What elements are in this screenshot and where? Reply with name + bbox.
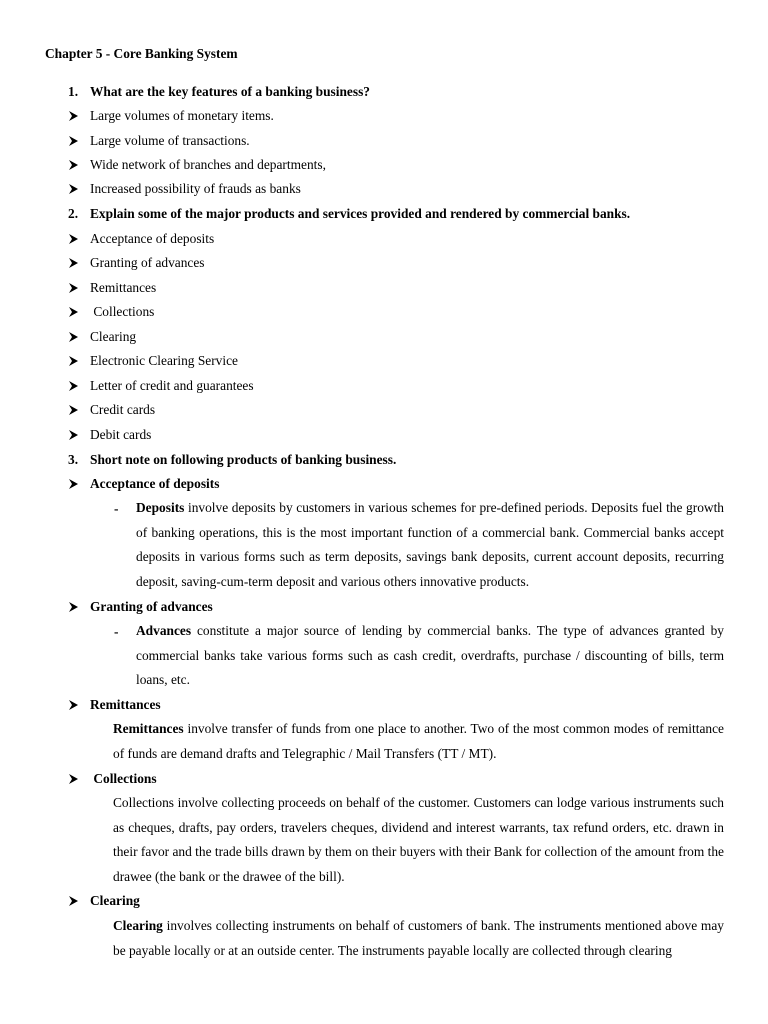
list-item-text: Wide network of branches and departments, xyxy=(90,157,326,172)
paragraph-advances xyxy=(136,619,724,693)
list-item-text: Credit cards xyxy=(90,402,156,417)
question-1 xyxy=(68,82,748,102)
paragraph-body: constitute a major source of lending by commercial banks. The type of advances granted by commercial banks take various forms such as cash credit, overdrafts, purchase / discounting of bills, term loans, etc. xyxy=(136,623,724,688)
section-heading-text: Acceptance of deposits xyxy=(90,476,220,491)
arrowhead-bullet-icon xyxy=(68,351,80,371)
arrowhead-bullet-icon xyxy=(68,597,80,617)
list-item-text: Acceptance of deposits xyxy=(90,231,215,246)
list-item-text: Granting of advances xyxy=(90,255,205,270)
arrowhead-bullet-icon xyxy=(68,327,80,347)
question-3 xyxy=(68,450,748,470)
arrowhead-bullet-icon xyxy=(68,155,80,175)
paragraph-collections: Collections involve collecting proceeds on behalf of the customer. Customers can lodge various instruments such as cheques, drafts, pay orders, travelers cheques, dividend and interest warrants, tax refund orders, etc. drawn in their favor and the trade bills drawn by them on their buyers with their Bank for collection of the amount from the drawee (the bank or the drawee of the bill). xyxy=(113,795,724,885)
paragraph-body: involves collecting instruments on behalf of customers of bank. The instruments mentioned above may be payable locally or at an outside center. The instruments payable locally are collected through clearing xyxy=(113,918,724,958)
term: Deposits xyxy=(136,500,185,515)
list-item-text: Letter of credit and guarantees xyxy=(90,378,254,393)
paragraph-body: involve deposits by customers in various schemes for pre-defined periods. Deposits fuel the growth of banking operations, this is the most important function of a commercial bank. Commercial banks accept deposits in various forms such as term deposits, savings bank deposits, current account deposits, recurring deposit, saving-cum-term deposit and various others innovative products. xyxy=(136,500,724,590)
arrowhead-bullet-icon xyxy=(68,400,80,420)
dash-marker: - xyxy=(114,501,119,516)
paragraph-body: involve transfer of funds from one place to another. Two of the most common modes of remittance of funds are demand drafts and Telegraphic / Mail Transfers (TT / MT). xyxy=(113,721,724,761)
arrowhead-bullet-icon xyxy=(68,179,80,199)
question-number: 3. xyxy=(68,452,79,467)
question-text: Short note on following products of banking business. xyxy=(90,452,397,467)
list-item-text: Collections xyxy=(90,304,155,319)
paragraph-deposits xyxy=(136,496,724,595)
arrowhead-bullet-icon xyxy=(68,474,80,494)
paragraph-remittances xyxy=(113,717,724,766)
list-item-text: Large volume of transactions. xyxy=(90,133,250,148)
arrowhead-bullet-icon xyxy=(68,695,80,715)
question-2 xyxy=(68,204,748,224)
arrowhead-bullet-icon xyxy=(68,229,80,249)
section-heading-text: Collections xyxy=(90,771,157,786)
term: Clearing xyxy=(113,918,163,933)
dash-marker: - xyxy=(114,624,119,639)
list-item-text: Large volumes of monetary items. xyxy=(90,108,274,123)
arrowhead-bullet-icon xyxy=(68,131,80,151)
term: Remittances xyxy=(113,721,184,736)
chapter-title: Chapter 5 - Core Banking System xyxy=(45,46,238,61)
paragraph-clearing xyxy=(113,914,724,963)
term: Advances xyxy=(136,623,192,638)
section-heading-text: Granting of advances xyxy=(90,599,213,614)
list-item-text: Clearing xyxy=(90,329,137,344)
arrowhead-bullet-icon xyxy=(68,425,80,445)
arrowhead-bullet-icon xyxy=(68,253,80,273)
question-text: Explain some of the major products and services provided and rendered by commercial banks. xyxy=(90,206,631,221)
list-item-text: Debit cards xyxy=(90,427,152,442)
question-number: 1. xyxy=(68,84,79,99)
list-item-text: Increased possibility of frauds as banks xyxy=(90,181,301,196)
arrowhead-bullet-icon xyxy=(68,376,80,396)
arrowhead-bullet-icon xyxy=(68,302,80,322)
arrowhead-bullet-icon xyxy=(68,769,80,789)
question-text: What are the key features of a banking business? xyxy=(90,84,370,99)
arrowhead-bullet-icon xyxy=(68,891,80,911)
section-heading-text: Clearing xyxy=(90,893,140,908)
section-heading-text: Remittances xyxy=(90,697,161,712)
list-item-text: Remittances xyxy=(90,280,157,295)
list-item-text: Electronic Clearing Service xyxy=(90,353,238,368)
arrowhead-bullet-icon xyxy=(68,278,80,298)
question-number: 2. xyxy=(68,206,79,221)
arrowhead-bullet-icon xyxy=(68,106,80,126)
